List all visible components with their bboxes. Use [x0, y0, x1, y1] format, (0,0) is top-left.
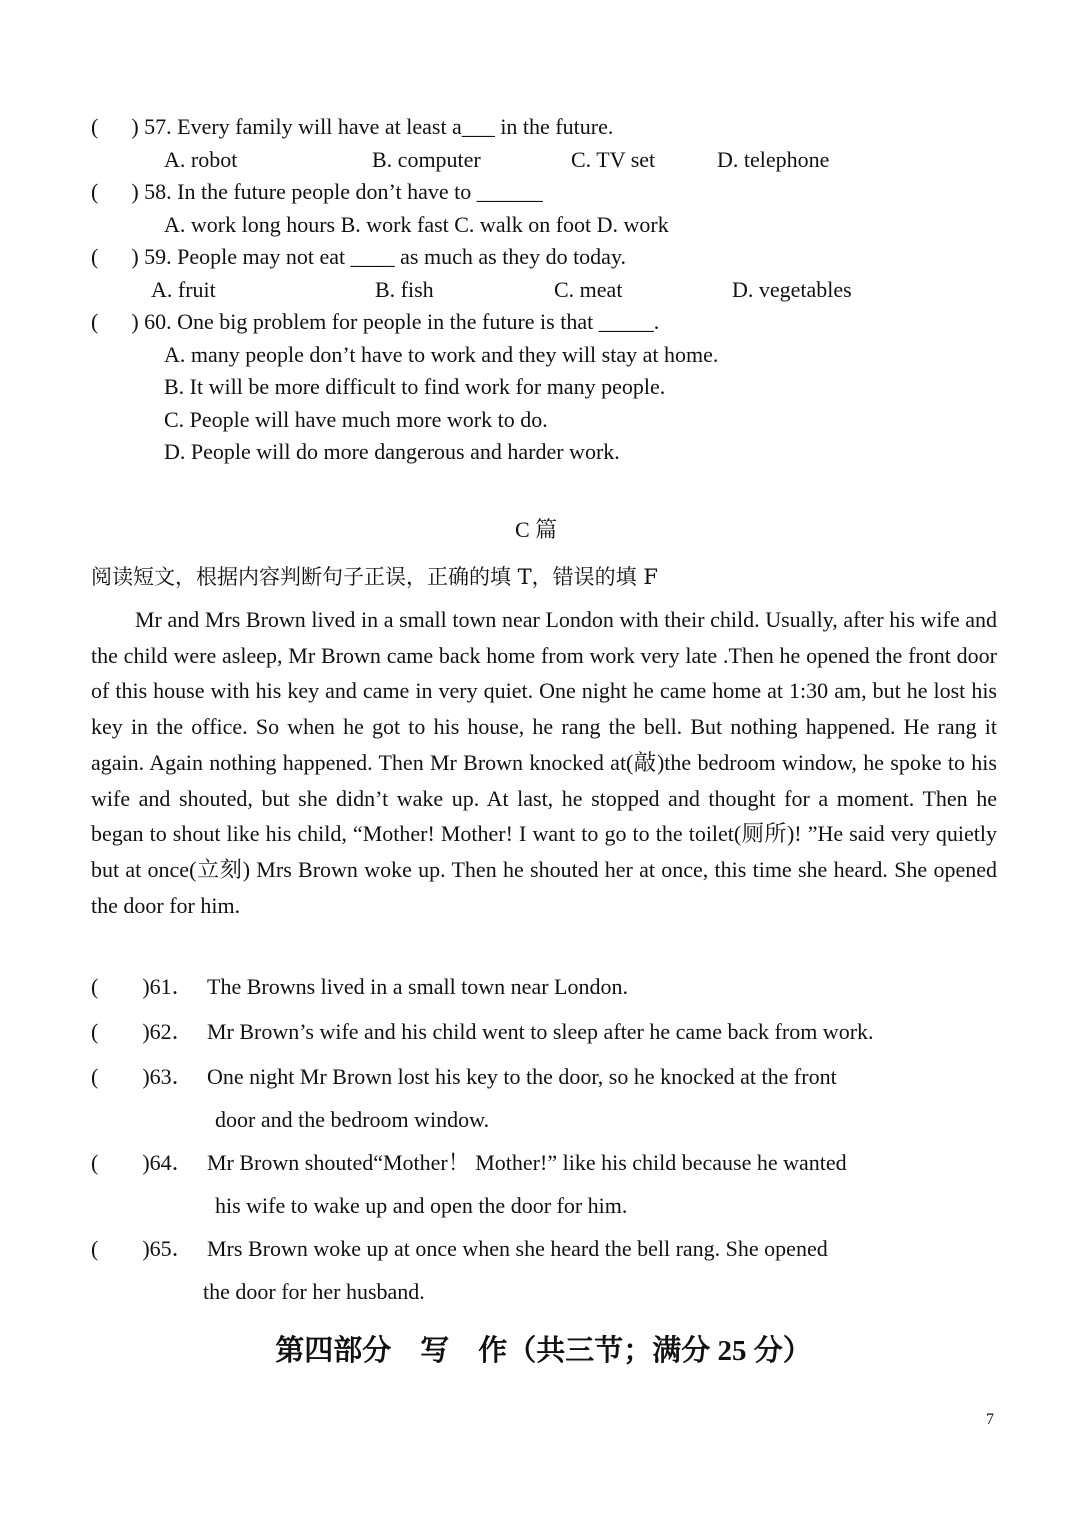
q59-option-b: B. fish: [375, 277, 434, 302]
q59-option-c: C. meat: [554, 277, 623, 302]
statement-65-text-line1: Mrs Brown woke up at once when she heard the bell rang. She opened: [207, 1236, 828, 1261]
q60-option-d: D. People will do more dangerous and harder work.: [164, 439, 620, 464]
q57-option-b: B. computer: [372, 147, 481, 172]
statement-65-text-line2: the door for her husband.: [203, 1279, 425, 1304]
statement-63-number: ( )63．: [91, 1064, 194, 1089]
reading-passage-text: Mr and Mrs Brown lived in a small town near London with their child. Usually, after his wife and the child were asleep, Mr Brown came back home from work very late .Then he opened the front door of this house with his key and came in very quiet. One night he came home at 1:30 am, but he lost his key in the office. So when he got to his house, he rang the bell. But nothing happened. He rang it again. Again nothing happened. Then Mr Brown knocked at(敲)the bedroom window, he spoke to his wife and shouted, but she didn’t wake up. At last, he stopped and thought for a moment. Then he began to shout like his child, “Mother! Mother! I want to go to the toilet(厕所)! ”He said very quietly but at once(立刻) Mrs Brown woke up. Then he shouted her at once, this time she heard. She opened the door for him.: [91, 607, 997, 918]
statement-61-number: ( )61．: [91, 974, 194, 999]
statement-64-number: ( )64．: [91, 1150, 194, 1175]
q58-options: A. work long hours B. work fast C. walk on foot D. work: [164, 212, 669, 237]
statement-62-number: ( )62．: [91, 1019, 194, 1044]
section-c-title: C 篇: [515, 517, 558, 542]
page-number: 7: [986, 1411, 994, 1428]
q57-option-a: A. robot: [164, 147, 238, 172]
section-c-instruction: 阅读短文，根据内容判断句子正误，正确的填 T，错误的填 F: [91, 565, 658, 589]
question-57-stem: ( ) 57. Every family will have at least a___ in the future.: [91, 114, 614, 139]
q57-option-c: C. TV set: [571, 147, 656, 172]
statement-62-text: Mr Brown’s wife and his child went to sleep after he came back from work.: [207, 1019, 874, 1044]
q60-option-c: C. People will have much more work to do.: [164, 407, 548, 432]
statement-63-text-line2: door and the bedroom window.: [215, 1107, 490, 1132]
q59-option-d: D. vegetables: [732, 277, 852, 302]
question-58-stem: ( ) 58. In the future people don’t have to ______: [91, 179, 543, 204]
reading-passage: [91, 602, 997, 923]
q57-option-d: D. telephone: [717, 147, 830, 172]
statement-64-text-line2: his wife to wake up and open the door for him.: [215, 1193, 628, 1218]
statement-65-number: ( )65．: [91, 1236, 194, 1261]
q60-option-b: B. It will be more difficult to find work for many people.: [164, 374, 666, 399]
statement-63-text-line1: One night Mr Brown lost his key to the door, so he knocked at the front: [207, 1064, 837, 1089]
q59-option-a: A. fruit: [151, 277, 216, 302]
question-60-stem: ( ) 60. One big problem for people in the future is that _____.: [91, 309, 660, 334]
statement-61-text: The Browns lived in a small town near London.: [207, 974, 628, 999]
statement-64-text-line1: Mr Brown shouted“Mother！ Mother!” like his child because he wanted: [207, 1150, 847, 1175]
q60-option-a: A. many people don’t have to work and they will stay at home.: [164, 342, 719, 367]
question-59-stem: ( ) 59. People may not eat ____ as much as they do today.: [91, 244, 627, 269]
part-4-title: 第四部分 写 作（共三节；满分 25 分）: [275, 1335, 812, 1367]
